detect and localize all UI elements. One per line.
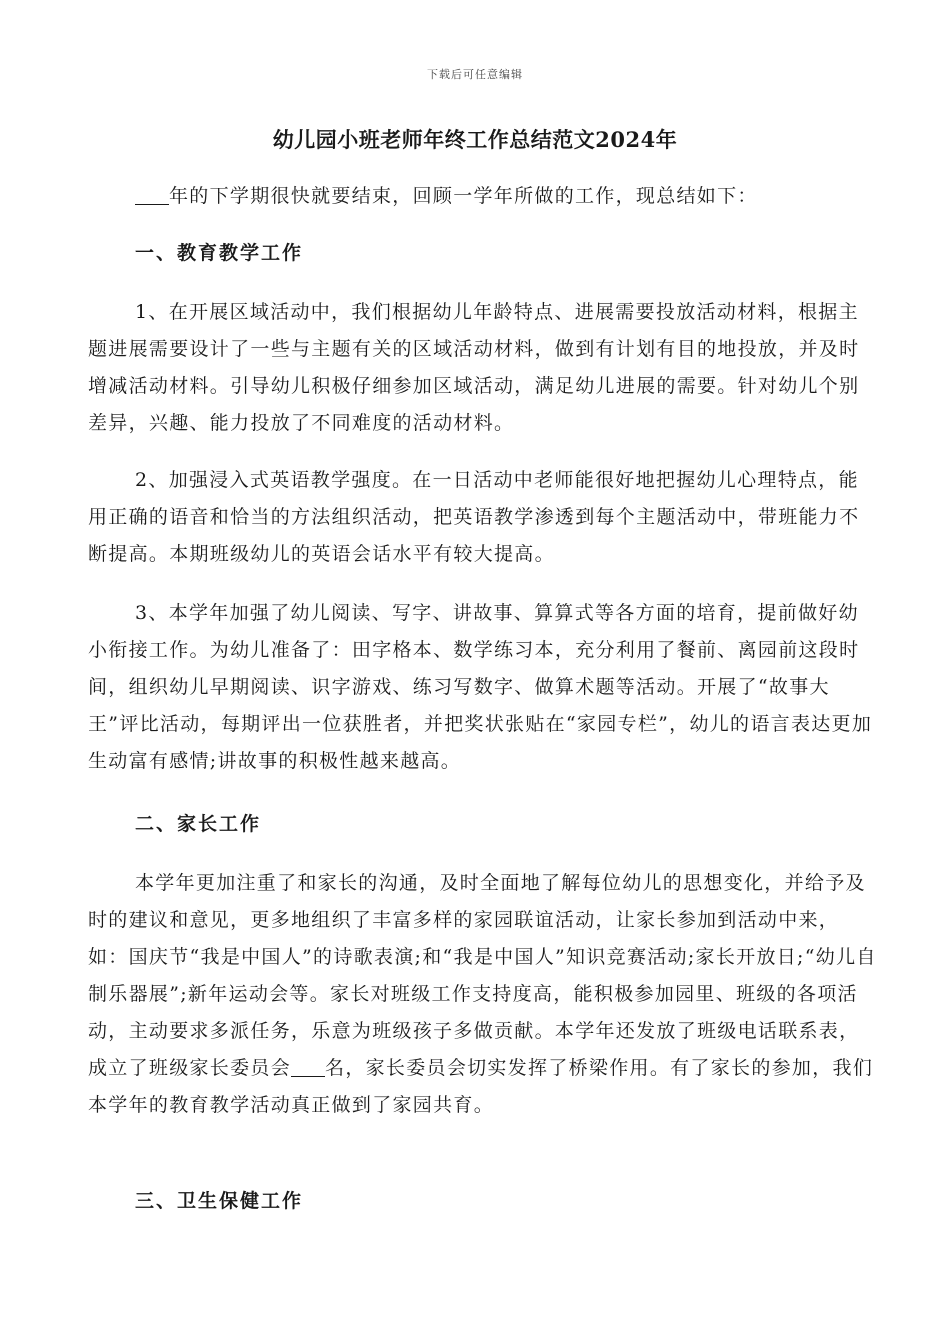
intro-text: 年的下学期很快就要结束，回顾一学年所做的工作，现总结如下： — [169, 185, 758, 207]
teaching-paragraph-2: 2、加强浸入式英语教学强度。在一日活动中老师能很好地把握幼儿心理特点，能用正确的语音和恰当的方法组织活动，把英语教学渗透到每个主题活动中，带班能力不断提高。本期班级幼儿的英语会话水平有较大提高。 — [88, 469, 860, 565]
intro-paragraph — [88, 178, 878, 215]
section-heading-health: 三、卫生保健工作 — [135, 1190, 304, 1212]
section-heading-teaching: 一、教育教学工作 — [135, 242, 304, 264]
teaching-paragraph-3: 3、本学年加强了幼儿阅读、写字、讲故事、算算式等各方面的培育，提前做好幼小衔接工作。为幼儿准备了：田字格本、数学练习本，充分利用了餐前、离园前这段时间，组织幼儿早期阅读、识字游戏、练习写数字、做算术题等活动。开展了“故事大王”评比活动，每期评出一位获胜者，并把奖状张贴在“家园专栏”，幼儿的语言表达更加生动富有感情;讲故事的积极性越来越高。 — [88, 602, 873, 772]
fill-in-blank — [135, 185, 169, 205]
header-note: 下载后可任意编辑 — [427, 68, 523, 81]
parents-text-before-blank: 本学年更加注重了和家长的沟通，及时全面地了解每位幼儿的思想变化，并给予及时的建议和意见，更多地组织了丰富多样的家园联谊活动，让家长参加到活动中来，如：国庆节“我是中国人”的诗歌表演;和“我是中国人”知识竞赛活动;家长开放日;“幼儿自制乐器展”;新年运动会等。家长对班级工作支持度高，能积极参加园里、班级的各项活动，主动要求多派任务，乐意为班级孩子多做贡献。本学年还发放了班级电话联系表，成立了班级家长委员会 — [88, 872, 877, 1079]
section-heading-parents: 二、家长工作 — [135, 813, 262, 835]
document-title: 幼儿园小班老师年终工作总结范文2024年 — [272, 127, 678, 152]
parents-text-after-blank: 名，家长委员会切实发挥了桥梁作用。有了家长的参加，我们本学年的教育教学活动真正做到了家园共育。 — [88, 1057, 874, 1116]
teaching-paragraph-1: 1、在开展区域活动中，我们根据幼儿年龄特点、进展需要投放活动材料，根据主题进展需要设计了一些与主题有关的区域活动材料，做到有计划有目的地投放，并及时增减活动材料。引导幼儿积极仔细参加区域活动，满足幼儿进展的需要。针对幼儿个别差异，兴趣、能力投放了不同难度的活动材料。 — [88, 301, 860, 434]
fill-in-blank — [291, 1057, 325, 1077]
parents-paragraph — [88, 865, 878, 1124]
